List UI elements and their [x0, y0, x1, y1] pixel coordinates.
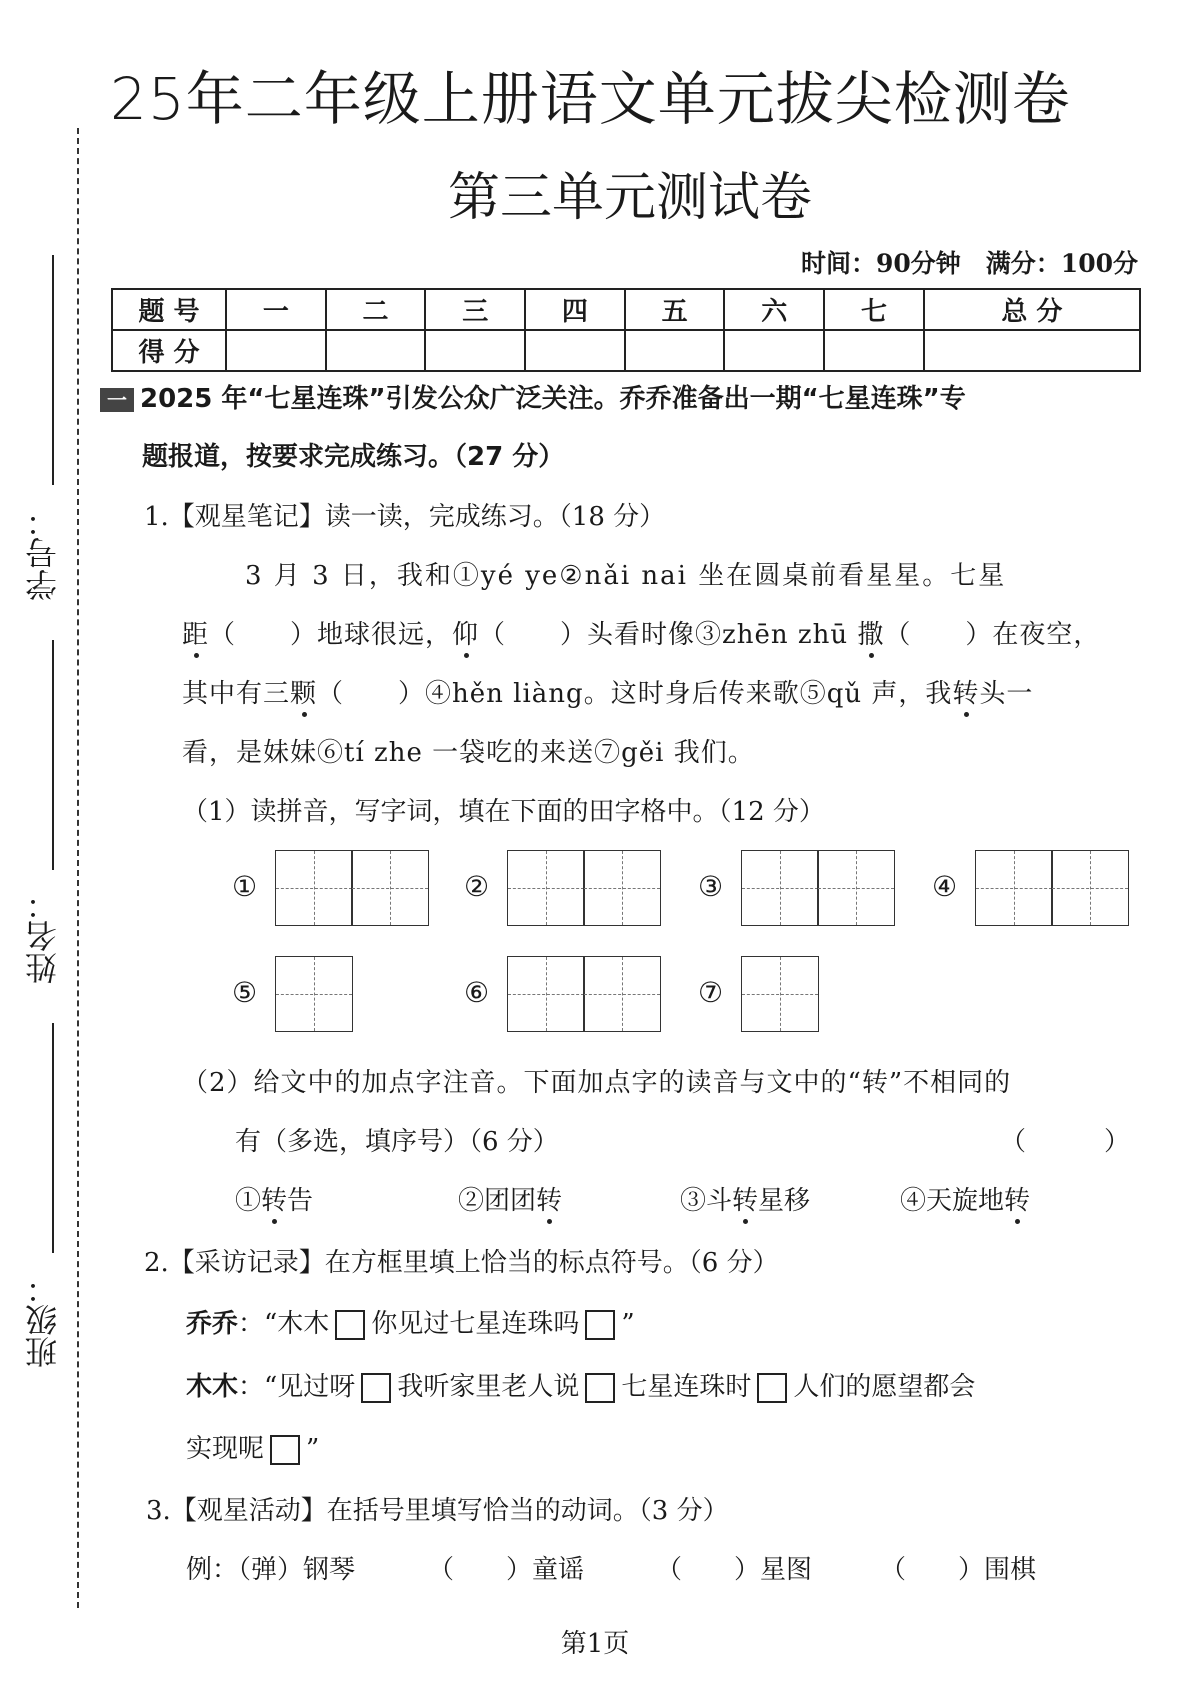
q1-title: 1.【观星笔记】读一读，完成练习。（18 分） — [144, 502, 666, 532]
section1-line2: 题报道，按要求完成练习。（27 分） — [142, 442, 565, 472]
q1-para-line4: 看，是妹妹⑥tí zhe 一袋吃的来送⑦gěi 我们。 — [182, 738, 755, 768]
q3-item[interactable]: （ ）围棋 — [880, 1555, 1037, 1585]
text: ：“见过呀 — [238, 1372, 356, 1402]
speaker-name: 木木 — [186, 1372, 239, 1402]
text: 人们的愿望都会 — [793, 1372, 976, 1402]
tianzige-4[interactable] — [976, 850, 1129, 926]
text: 告 — [287, 1186, 314, 1216]
tianzige-2[interactable] — [508, 850, 661, 926]
cut-line — [77, 128, 79, 1608]
text: 其中有三 — [182, 679, 291, 709]
text: ① — [235, 1186, 262, 1216]
text: ④天旋地 — [900, 1186, 1005, 1216]
punct-box[interactable] — [585, 1310, 615, 1340]
dotted-char: 转 — [536, 1186, 563, 1216]
score-value-row — [112, 330, 1140, 371]
tianzige-3[interactable] — [742, 850, 895, 926]
text: 你见过七星连珠吗 — [371, 1309, 580, 1339]
grid-label-2: ② — [464, 870, 490, 903]
dotted-char: 撒 — [857, 620, 885, 650]
text: ：“木木 — [238, 1309, 330, 1339]
q2-mumu-line2 — [186, 1428, 319, 1465]
dotted-char: 转 — [952, 679, 980, 709]
text: （ ）在夜空， — [884, 620, 1101, 650]
score-header-row — [112, 289, 1140, 330]
tianzige-7[interactable] — [742, 956, 819, 1032]
grid-label-7: ⑦ — [698, 976, 724, 1009]
q2-title: 2.【采访记录】在方框里填上恰当的标点符号。（6 分） — [144, 1248, 779, 1278]
option-4 — [900, 1180, 1030, 1217]
punct-box[interactable] — [335, 1310, 365, 1340]
option-1 — [235, 1180, 313, 1217]
text: ” — [621, 1309, 635, 1339]
score-header-cell: 三 — [425, 289, 525, 330]
name-line — [52, 640, 54, 870]
score-cell[interactable] — [326, 330, 426, 371]
score-row-label: 得 分 — [112, 330, 226, 371]
dotted-char: 颗 — [290, 679, 318, 709]
score-cell[interactable] — [525, 330, 625, 371]
page-title: 25年二年级上册语文单元拔尖检测卷 — [110, 65, 1071, 133]
punct-box[interactable] — [757, 1373, 787, 1403]
punct-box[interactable] — [270, 1435, 300, 1465]
score-cell[interactable] — [226, 330, 326, 371]
score-header-cell: 题 号 — [112, 289, 226, 330]
text: 实现呢 — [186, 1434, 265, 1464]
name-label: 姓名： — [24, 888, 62, 984]
dotted-char: 距 — [182, 620, 210, 650]
time-info: 时间：90分钟 满分：100分 — [801, 249, 1138, 278]
q1-para-line3 — [182, 673, 1033, 710]
score-header-cell: 七 — [824, 289, 924, 330]
score-header-cell: 五 — [625, 289, 725, 330]
q2-qiaoqiao-line — [186, 1303, 635, 1340]
score-header-cell: 六 — [724, 289, 824, 330]
text: 头一 — [979, 679, 1034, 709]
punct-box[interactable] — [361, 1373, 391, 1403]
q3-example: 例：（弹）钢琴 — [186, 1555, 356, 1585]
q2-mumu-line — [186, 1366, 975, 1403]
grid-label-6: ⑥ — [464, 976, 490, 1009]
dotted-char: 转 — [261, 1186, 288, 1216]
grid-label-5: ⑤ — [232, 976, 258, 1009]
grid-label-3: ③ — [698, 870, 724, 903]
class-line — [52, 1023, 54, 1253]
student-no-label: 学号： — [24, 505, 62, 601]
q1-para-line1: 3 月 3 日，我和①yé ye②nǎi nai 坐在圆桌前看星星。七星 — [245, 561, 1007, 591]
tianzige-1[interactable] — [276, 850, 429, 926]
text: （ ）地球很远， — [209, 620, 453, 650]
text: 我听家里老人说 — [397, 1372, 580, 1402]
q1-sub2-line1: （2）给文中的加点字注音。下面加点字的读音与文中的“转”不相同的 — [182, 1068, 1012, 1098]
score-header-cell: 一 — [226, 289, 326, 330]
page-subtitle: 第三单元测试卷 — [447, 168, 812, 228]
dotted-char: 转 — [732, 1186, 759, 1216]
section-number-icon: 一 — [100, 388, 134, 412]
section1-intro — [100, 378, 966, 415]
section1-line1: 2025 年“七星连珠”引发公众广泛关注。乔乔准备出一期“七星连珠”专 — [140, 384, 966, 414]
score-header-cell: 四 — [525, 289, 625, 330]
text: ③斗 — [680, 1186, 733, 1216]
option-2 — [458, 1180, 562, 1217]
q1-sub1: （1）读拼音，写字词，填在下面的田字格中。（12 分） — [182, 797, 825, 827]
score-cell[interactable] — [425, 330, 525, 371]
q3-item[interactable]: （ ）童谣 — [428, 1555, 585, 1585]
text: ②团团 — [458, 1186, 537, 1216]
q1-para-line2 — [182, 614, 1100, 651]
text: 七星连珠时 — [621, 1372, 752, 1402]
tianzige-6[interactable] — [508, 956, 661, 1032]
speaker-name: 乔乔 — [186, 1309, 239, 1339]
score-cell[interactable] — [724, 330, 824, 371]
option-3 — [680, 1180, 810, 1217]
student-no-line — [52, 255, 54, 485]
score-cell[interactable] — [824, 330, 924, 371]
q3-title: 3.【观星活动】在括号里填写恰当的动词。（3 分） — [146, 1496, 729, 1526]
score-header-cell: 总 分 — [924, 289, 1140, 330]
grid-label-4: ④ — [932, 870, 958, 903]
text: 星移 — [758, 1186, 811, 1216]
text: ” — [306, 1434, 320, 1464]
score-table — [111, 288, 1141, 372]
text: （ ）头看时像③zhēn zhū — [479, 620, 858, 650]
grid-label-1: ① — [232, 870, 258, 903]
page-number: 第1页 — [560, 1629, 630, 1659]
text: （ ）④hěn liàng。这时身后传来歌⑤qǔ 声，我 — [317, 679, 953, 709]
q1-sub2-line2: 有（多选，填序号）（6 分） — [235, 1127, 559, 1157]
q3-item[interactable]: （ ）星图 — [656, 1555, 813, 1585]
dotted-char: 仰 — [452, 620, 480, 650]
score-cell[interactable] — [924, 330, 1140, 371]
punct-box[interactable] — [585, 1373, 615, 1403]
answer-paren[interactable]: （ ） — [1000, 1127, 1131, 1157]
dotted-char: 转 — [1004, 1186, 1031, 1216]
class-label: 班级： — [24, 1272, 62, 1368]
score-cell[interactable] — [625, 330, 725, 371]
score-header-cell: 二 — [326, 289, 426, 330]
tianzige-5[interactable] — [276, 956, 353, 1032]
